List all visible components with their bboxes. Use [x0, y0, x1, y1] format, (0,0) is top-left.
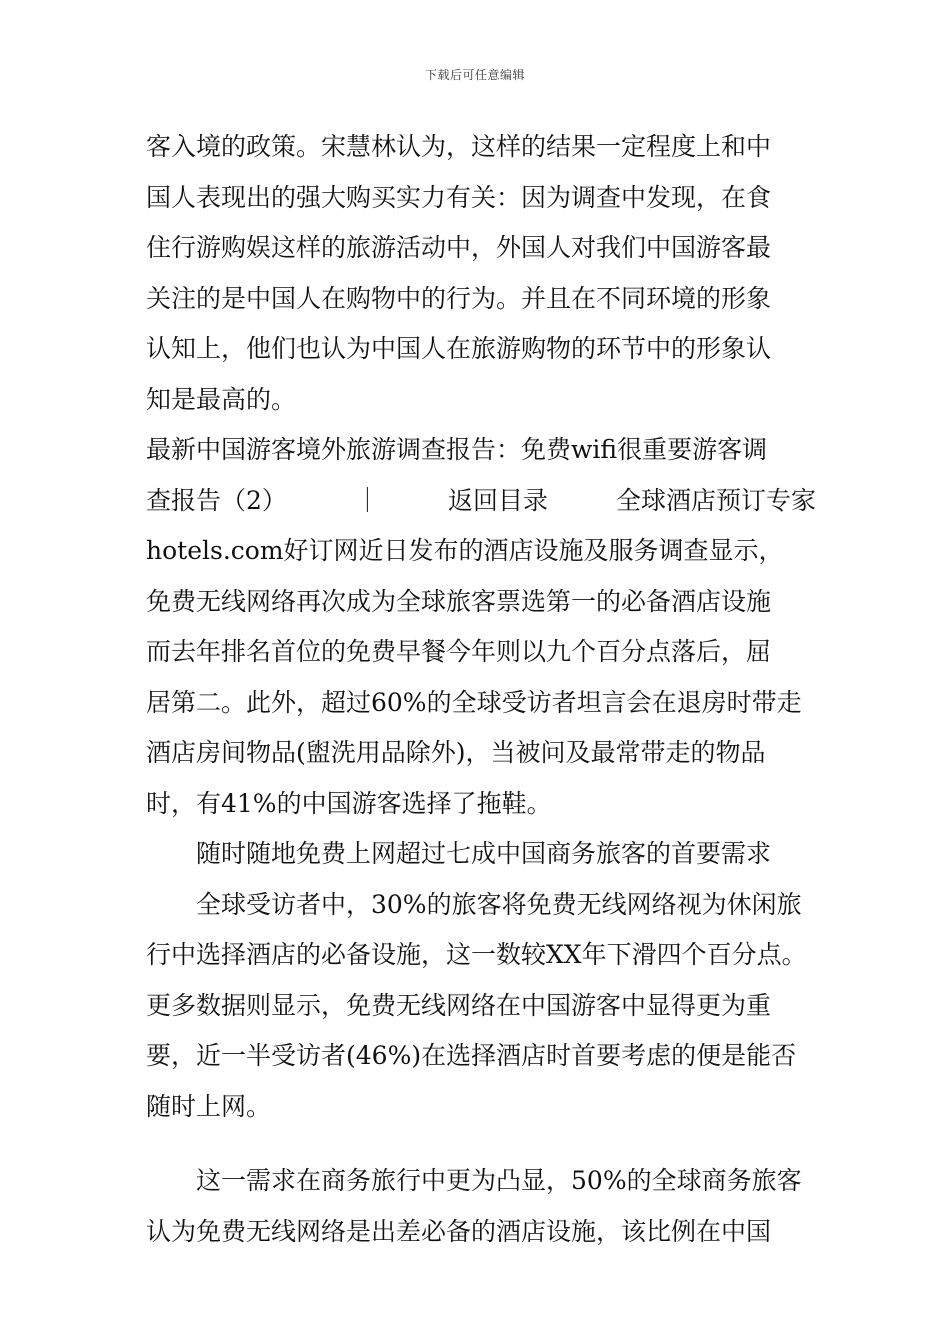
text-line: 时，有41%的中国游客选择了拖鞋。	[146, 788, 552, 818]
text-line: 而去年排名首位的免费早餐今年则以九个百分点落后，屈	[146, 637, 772, 666]
report-part-label: 查报告（2）	[146, 485, 287, 515]
text-line: 认为免费无线网络是出差必备的酒店设施，该比例在中国	[146, 1216, 772, 1246]
text-line: 认知上，他们也认为中国人在旅游购物的环节中的形象认	[146, 334, 772, 363]
page-header: 下载后可任意编辑	[424, 68, 525, 82]
text-line: 这一需求在商务旅行中更为凸显，50%的全球商务旅客	[196, 1166, 802, 1195]
subheading: 随时随地免费上网超过七成中国商务旅客的首要需求	[196, 839, 772, 868]
text-line: hotels.com好订网近日发布的酒店设施及服务调查显示，	[146, 536, 784, 565]
text-line: 国人表现出的强大购买实力有关：因为调查中发现，在食	[146, 182, 772, 212]
text-line: 要，近一半受访者(46%)在选择酒店时首要考虑的便是能否	[146, 1041, 797, 1070]
text-line: 行中选择酒店的必备设施，这一数较XX年下滑四个百分点。	[146, 940, 807, 969]
text-line: 更多数据则显示，免费无线网络在中国游客中显得更为重	[146, 990, 772, 1020]
article-title-line: 最新中国游客境外旅游调查报告：免费wifi很重要游客调	[146, 435, 768, 464]
text-line: 免费无线网络再次成为全球旅客票选第一的必备酒店设施	[146, 586, 772, 616]
text-line: 关注的是中国人在购物中的行为。并且在不同环境的形象	[146, 283, 772, 313]
document-body	[146, 122, 816, 1257]
text-line: 居第二。此外，超过60%的全球受访者坦言会在退房时带走	[146, 687, 802, 717]
text-line: 随时上网。	[146, 1091, 272, 1121]
text-line: 住行游购娱这样的旅游活动中，外国人对我们中国游客最	[146, 233, 772, 262]
global-hotel-expert-label: 全球酒店预订专家	[615, 485, 816, 515]
text-line: 全球受访者中，30%的旅客将免费无线网络视为休闲旅	[196, 889, 802, 919]
text-line: 客入境的政策。宋慧林认为，这样的结果一定程度上和中	[146, 132, 772, 161]
text-line: 知是最高的。	[146, 384, 297, 414]
separator: ｜	[354, 485, 380, 515]
text-line: 酒店房间物品(盥洗用品除外)，当被问及最常带走的物品	[146, 738, 766, 767]
navigation-line	[146, 476, 816, 527]
back-to-contents-link[interactable]: 返回目录	[447, 485, 548, 515]
